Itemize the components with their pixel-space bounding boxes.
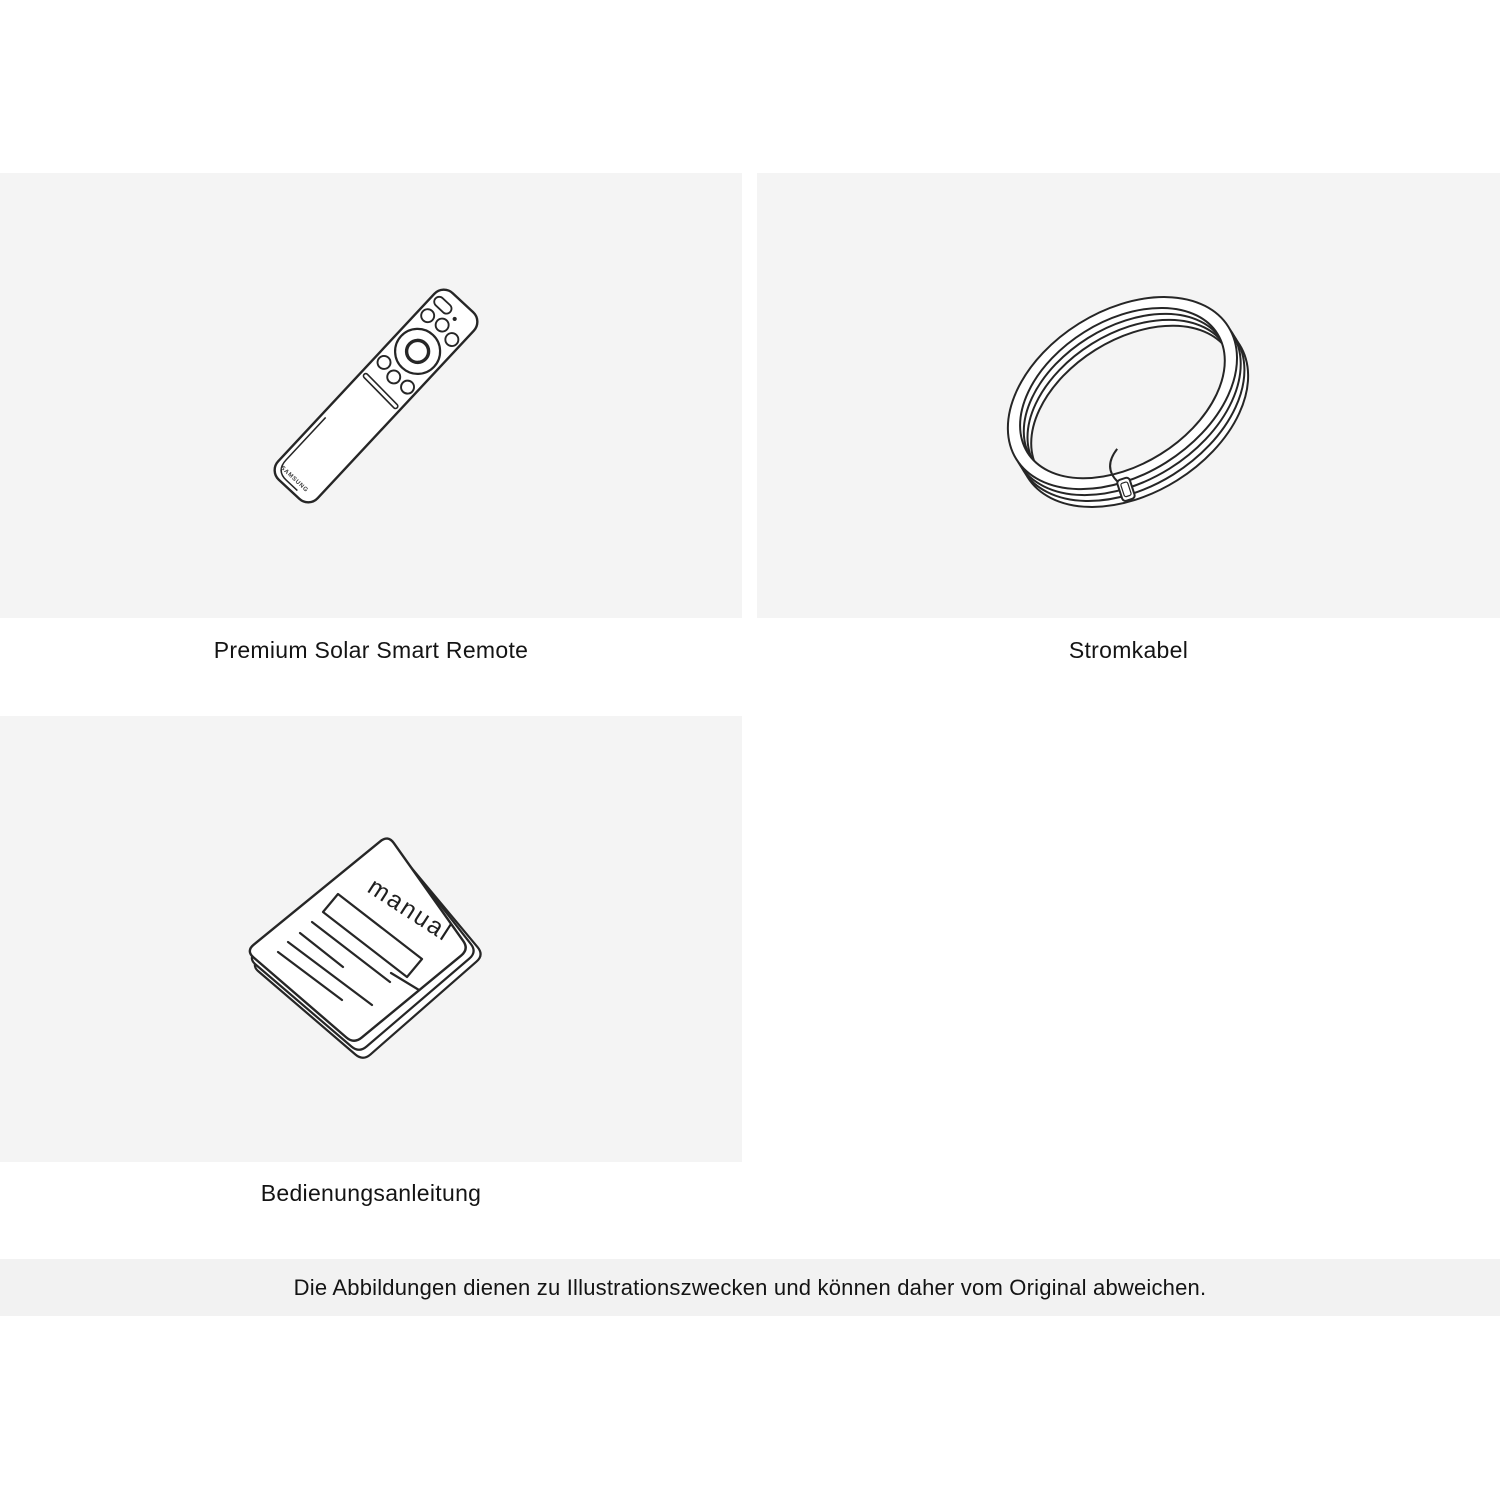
accessory-label-remote: Premium Solar Smart Remote bbox=[213, 637, 529, 663]
user-manual-illustration bbox=[0, 716, 742, 1162]
remote-brand-text: SAMSUNG bbox=[278, 465, 310, 494]
remote-control-illustration bbox=[0, 173, 742, 618]
manual-cover-title: manual bbox=[362, 872, 457, 948]
accessory-label-power-cable: Stromkabel bbox=[1068, 637, 1189, 663]
coiled-power-cable-illustration bbox=[757, 173, 1500, 618]
accessory-tile-power-cable bbox=[757, 173, 1500, 618]
accessory-tile-remote bbox=[0, 173, 742, 618]
disclaimer-text: Die Abbildungen dienen zu Illustrationszwecken und können daher vom Original abweichen. bbox=[293, 1274, 1207, 1300]
accessory-label-manual: Bedienungsanleitung bbox=[260, 1180, 482, 1206]
disclaimer-band bbox=[0, 1259, 1500, 1316]
accessory-tile-manual bbox=[0, 716, 742, 1162]
